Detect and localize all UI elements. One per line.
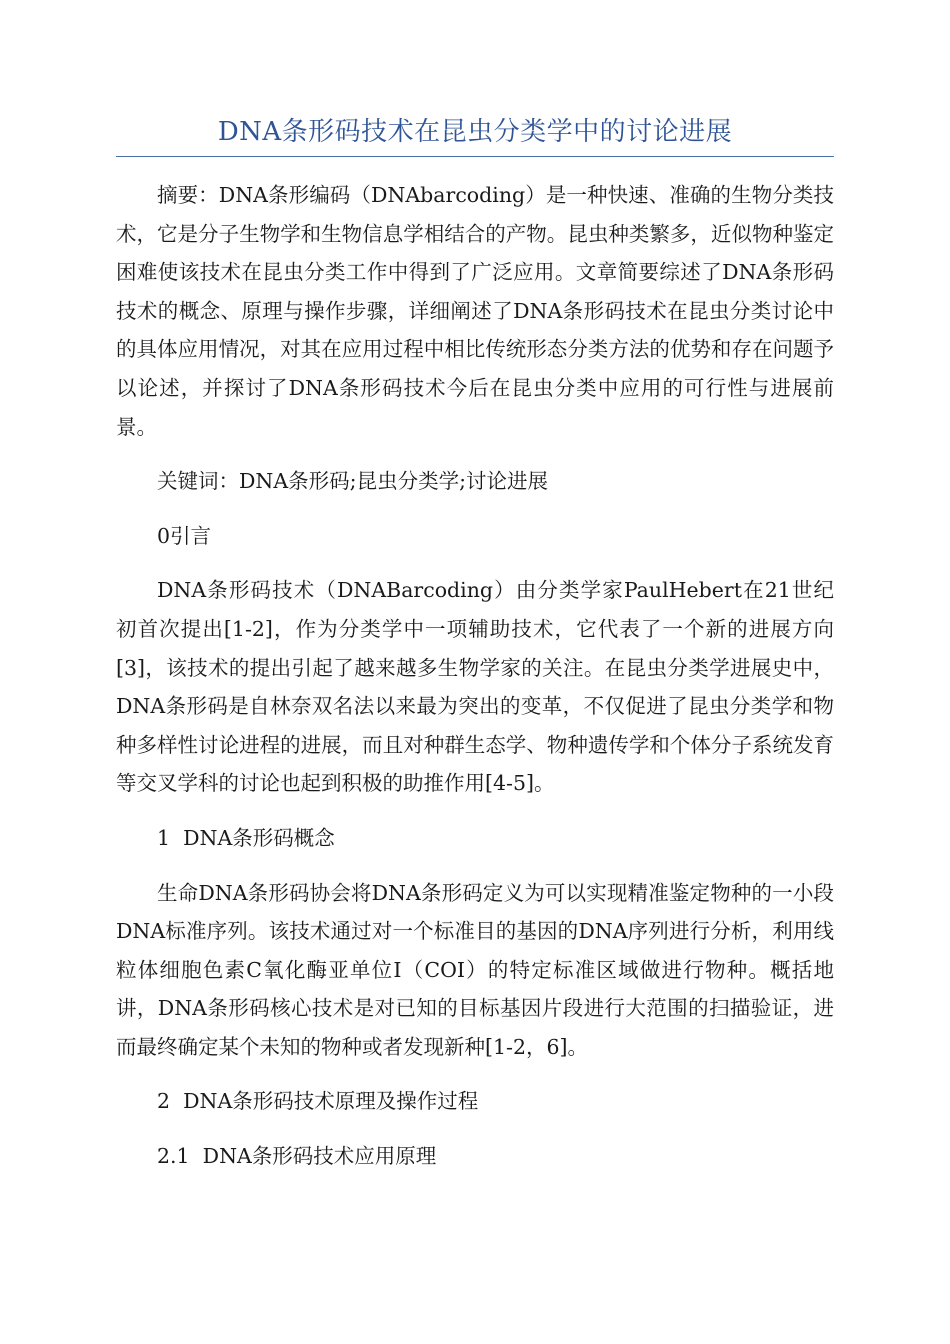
section1-paragraph: 生命DNA条形码协会将DNA条形码定义为可以实现精准鉴定物种的一小段DNA标准序列。该技术通过对一个标准目的基因的DNA序列进行分析，利用线粒体细胞色素C氧化酶亚单位I（COI）的特定标准区域做进行物种。概括地讲，DNA条形码核心技术是对已知的目标基因片段进行大范围的扫描验证，进而最终确定某个未知的物种或者发现新种[1-2，6]。: [116, 880, 834, 1059]
abstract-paragraph: 摘要：DNA条形编码（DNAbarcoding）是一种快速、准确的生物分类技术，它是分子生物学和生物信息学相结合的产物。昆虫种类繁多，近似物种鉴定困难使该技术在昆虫分类工作中得到了广泛应用。文章简要综述了DNA条形码技术的概念、原理与操作步骤，详细阐述了DNA条形码技术在昆虫分类讨论中的具体应用情况，对其在应用过程中相比传统形态分类方法的优势和存在问题予以论述，并探讨了DNA条形码技术今后在昆虫分类中应用的可行性与进展前景。: [116, 183, 834, 439]
intro-paragraph: DNA条形码技术（DNABarcoding）由分类学家PaulHebert在21世纪初首次提出[1-2]，作为分类学中一项辅助技术，它代表了一个新的进展方向[3]，该技术的提出引起了越来越多生物学家的关注。在昆虫分类学进展史中，DNA条形码是自林奈双名法以来最为突出的变革，不仅促进了昆虫分类学和物种多样性讨论进程的进展，而且对种群生态学、物种遗传学和个体分子系统发育等交叉学科的讨论也起到积极的助推作用[4-5]。: [116, 578, 834, 796]
title-block: [116, 112, 834, 157]
section21-heading: 2.1 DNA条形码技术应用原理: [157, 1144, 437, 1169]
document-body: [116, 176, 834, 1192]
keywords-line: 关键词：DNA条形码;昆虫分类学;讨论进展: [157, 469, 548, 494]
section1-heading: 1 DNA条形码概念: [157, 825, 335, 850]
document-title: DNA条形码技术在昆虫分类学中的讨论进展: [217, 117, 733, 147]
intro-heading: 0引言: [157, 523, 212, 548]
section2-heading: 2 DNA条形码技术原理及操作过程: [157, 1089, 479, 1114]
